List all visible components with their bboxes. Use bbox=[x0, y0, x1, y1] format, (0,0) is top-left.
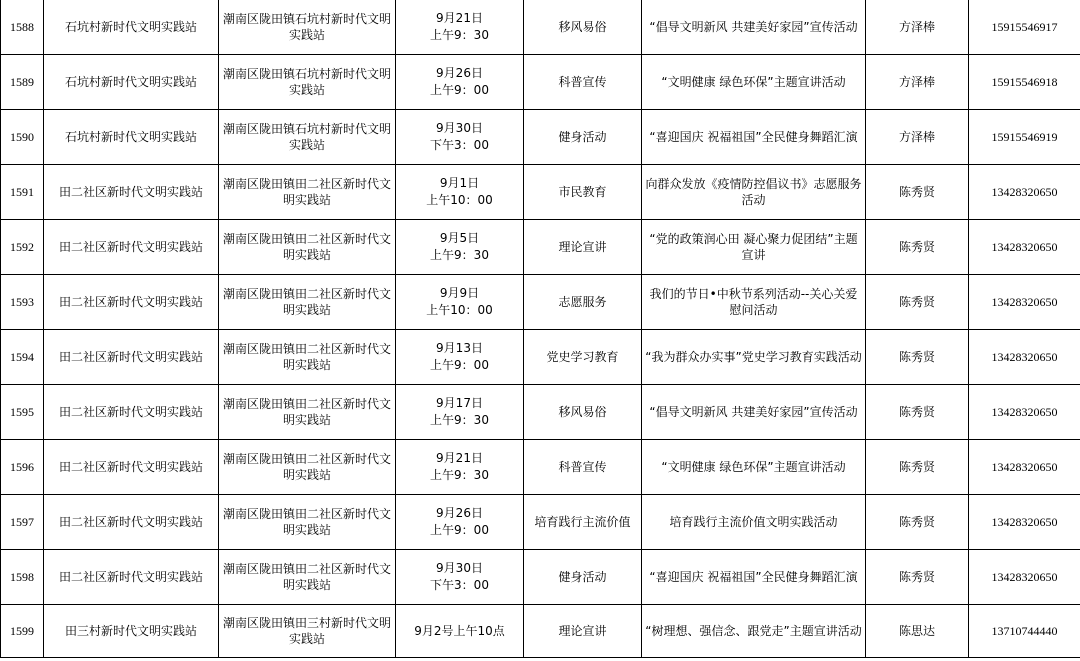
activity-content: 我们的节日•中秋节系列活动--关心关爱慰问活动 bbox=[642, 275, 866, 330]
activity-date: 9月17日 bbox=[436, 396, 483, 410]
table-row bbox=[1, 165, 1080, 220]
activity-category: 科普宣传 bbox=[524, 55, 642, 110]
station-name: 石坑村新时代文明实践站 bbox=[44, 110, 219, 165]
activity-clock: 下午3：00 bbox=[430, 578, 489, 592]
activity-clock: 上午9：00 bbox=[430, 358, 489, 372]
contact-phone: 15915546917 bbox=[969, 0, 1080, 55]
activity-category: 健身活动 bbox=[524, 550, 642, 605]
station-name: 田二社区新时代文明实践站 bbox=[44, 330, 219, 385]
activity-content: “党的政策润心田 凝心聚力促团结”主题宣讲 bbox=[642, 220, 866, 275]
row-number: 1591 bbox=[1, 165, 44, 220]
station-name: 田二社区新时代文明实践站 bbox=[44, 550, 219, 605]
contact-phone: 13428320650 bbox=[969, 385, 1080, 440]
station-address: 潮南区陇田镇田二社区新时代文明实践站 bbox=[219, 275, 396, 330]
contact-phone: 13428320650 bbox=[969, 330, 1080, 385]
activity-date: 9月1日 bbox=[439, 176, 480, 190]
row-number: 1593 bbox=[1, 275, 44, 330]
activity-date: 9月9日 bbox=[439, 286, 480, 300]
activity-clock: 上午9：00 bbox=[430, 83, 489, 97]
station-name: 田二社区新时代文明实践站 bbox=[44, 275, 219, 330]
activity-clock: 上午9：00 bbox=[430, 523, 489, 537]
activity-content: “倡导文明新风 共建美好家园”宣传活动 bbox=[642, 385, 866, 440]
activity-date: 9月13日 bbox=[436, 341, 483, 355]
activity-category: 健身活动 bbox=[524, 110, 642, 165]
contact-person: 陈秀贤 bbox=[866, 275, 969, 330]
row-number: 1594 bbox=[1, 330, 44, 385]
activity-date: 9月30日 bbox=[436, 121, 483, 135]
activity-clock: 上午9：30 bbox=[430, 28, 489, 42]
station-address: 潮南区陇田镇石坑村新时代文明实践站 bbox=[219, 110, 396, 165]
contact-phone: 13428320650 bbox=[969, 440, 1080, 495]
activity-time bbox=[396, 275, 524, 330]
contact-phone: 13428320650 bbox=[969, 495, 1080, 550]
activity-category: 党史学习教育 bbox=[524, 330, 642, 385]
row-number: 1588 bbox=[1, 0, 44, 55]
table-row bbox=[1, 55, 1080, 110]
row-number: 1592 bbox=[1, 220, 44, 275]
table-row bbox=[1, 220, 1080, 275]
station-name: 田二社区新时代文明实践站 bbox=[44, 495, 219, 550]
activity-category: 科普宣传 bbox=[524, 440, 642, 495]
activity-time bbox=[396, 330, 524, 385]
contact-person: 陈秀贤 bbox=[866, 165, 969, 220]
activity-content: 培育践行主流价值文明实践活动 bbox=[642, 495, 866, 550]
station-name: 田二社区新时代文明实践站 bbox=[44, 440, 219, 495]
station-address: 潮南区陇田镇田二社区新时代文明实践站 bbox=[219, 330, 396, 385]
station-name: 田二社区新时代文明实践站 bbox=[44, 385, 219, 440]
activity-clock: 上午10：00 bbox=[426, 193, 493, 207]
activity-time bbox=[396, 605, 524, 658]
contact-phone: 13710744440 bbox=[969, 605, 1080, 658]
contact-person: 陈秀贤 bbox=[866, 495, 969, 550]
table-row bbox=[1, 330, 1080, 385]
row-number: 1598 bbox=[1, 550, 44, 605]
station-address: 潮南区陇田镇石坑村新时代文明实践站 bbox=[219, 55, 396, 110]
activity-content: 向群众发放《疫情防控倡议书》志愿服务活动 bbox=[642, 165, 866, 220]
station-address: 潮南区陇田镇田二社区新时代文明实践站 bbox=[219, 165, 396, 220]
activity-time bbox=[396, 165, 524, 220]
station-address: 潮南区陇田镇石坑村新时代文明实践站 bbox=[219, 0, 396, 55]
row-number: 1597 bbox=[1, 495, 44, 550]
station-address: 潮南区陇田镇田二社区新时代文明实践站 bbox=[219, 440, 396, 495]
activity-clock: 下午3：00 bbox=[430, 138, 489, 152]
table-row bbox=[1, 0, 1080, 55]
activity-clock: 上午9：30 bbox=[430, 468, 489, 482]
station-name: 田二社区新时代文明实践站 bbox=[44, 165, 219, 220]
activity-date: 9月26日 bbox=[436, 506, 483, 520]
activity-date: 9月5日 bbox=[439, 231, 480, 245]
activity-category: 市民教育 bbox=[524, 165, 642, 220]
station-name: 田三村新时代文明实践站 bbox=[44, 605, 219, 658]
table-row bbox=[1, 275, 1080, 330]
station-address: 潮南区陇田镇田二社区新时代文明实践站 bbox=[219, 495, 396, 550]
activity-content: “喜迎国庆 祝福祖国”全民健身舞蹈汇演 bbox=[642, 110, 866, 165]
activity-content: “倡导文明新风 共建美好家园”宣传活动 bbox=[642, 0, 866, 55]
contact-phone: 13428320650 bbox=[969, 275, 1080, 330]
activity-content: “文明健康 绿色环保”主题宣讲活动 bbox=[642, 440, 866, 495]
activity-content: “喜迎国庆 祝福祖国”全民健身舞蹈汇演 bbox=[642, 550, 866, 605]
row-number: 1595 bbox=[1, 385, 44, 440]
contact-person: 方泽棒 bbox=[866, 55, 969, 110]
contact-person: 陈思达 bbox=[866, 605, 969, 658]
activity-content: “树理想、强信念、跟党走”主题宣讲活动 bbox=[642, 605, 866, 658]
contact-person: 陈秀贤 bbox=[866, 440, 969, 495]
activity-time bbox=[396, 495, 524, 550]
contact-phone: 13428320650 bbox=[969, 220, 1080, 275]
activity-time bbox=[396, 440, 524, 495]
activity-content: “我为群众办实事”党史学习教育实践活动 bbox=[642, 330, 866, 385]
activity-date: 9月21日 bbox=[436, 11, 483, 25]
contact-person: 陈秀贤 bbox=[866, 385, 969, 440]
station-name: 石坑村新时代文明实践站 bbox=[44, 0, 219, 55]
activity-time bbox=[396, 385, 524, 440]
contact-phone: 13428320650 bbox=[969, 550, 1080, 605]
activity-date: 9月21日 bbox=[436, 451, 483, 465]
station-address: 潮南区陇田镇田三村新时代文明实践站 bbox=[219, 605, 396, 658]
contact-person: 方泽棒 bbox=[866, 110, 969, 165]
station-address: 潮南区陇田镇田二社区新时代文明实践站 bbox=[219, 385, 396, 440]
station-address: 潮南区陇田镇田二社区新时代文明实践站 bbox=[219, 220, 396, 275]
contact-person: 陈秀贤 bbox=[866, 220, 969, 275]
activity-date: 9月2号上午10点 bbox=[414, 623, 505, 638]
row-number: 1590 bbox=[1, 110, 44, 165]
table-row bbox=[1, 440, 1080, 495]
row-number: 1589 bbox=[1, 55, 44, 110]
activity-time bbox=[396, 220, 524, 275]
activity-time bbox=[396, 55, 524, 110]
activity-time bbox=[396, 550, 524, 605]
row-number: 1596 bbox=[1, 440, 44, 495]
contact-person: 陈秀贤 bbox=[866, 330, 969, 385]
activity-time bbox=[396, 0, 524, 55]
contact-phone: 15915546919 bbox=[969, 110, 1080, 165]
activity-content: “文明健康 绿色环保”主题宣讲活动 bbox=[642, 55, 866, 110]
activity-clock: 上午9：30 bbox=[430, 413, 489, 427]
table-row bbox=[1, 550, 1080, 605]
activity-category: 理论宣讲 bbox=[524, 605, 642, 658]
activity-time bbox=[396, 110, 524, 165]
activity-date: 9月30日 bbox=[436, 561, 483, 575]
contact-person: 方泽棒 bbox=[866, 0, 969, 55]
table-row bbox=[1, 495, 1080, 550]
activity-category: 理论宣讲 bbox=[524, 220, 642, 275]
activity-category: 移风易俗 bbox=[524, 0, 642, 55]
contact-phone: 15915546918 bbox=[969, 55, 1080, 110]
activity-category: 培育践行主流价值 bbox=[524, 495, 642, 550]
row-number: 1599 bbox=[1, 605, 44, 658]
activity-category: 志愿服务 bbox=[524, 275, 642, 330]
table-row bbox=[1, 385, 1080, 440]
activity-clock: 上午10：00 bbox=[426, 303, 493, 317]
activity-clock: 上午9：30 bbox=[430, 248, 489, 262]
contact-phone: 13428320650 bbox=[969, 165, 1080, 220]
table-row bbox=[1, 605, 1080, 658]
station-address: 潮南区陇田镇田二社区新时代文明实践站 bbox=[219, 550, 396, 605]
contact-person: 陈秀贤 bbox=[866, 550, 969, 605]
table-body bbox=[1, 0, 1080, 658]
table-row bbox=[1, 110, 1080, 165]
station-name: 田二社区新时代文明实践站 bbox=[44, 220, 219, 275]
activity-date: 9月26日 bbox=[436, 66, 483, 80]
station-name: 石坑村新时代文明实践站 bbox=[44, 55, 219, 110]
activity-category: 移风易俗 bbox=[524, 385, 642, 440]
